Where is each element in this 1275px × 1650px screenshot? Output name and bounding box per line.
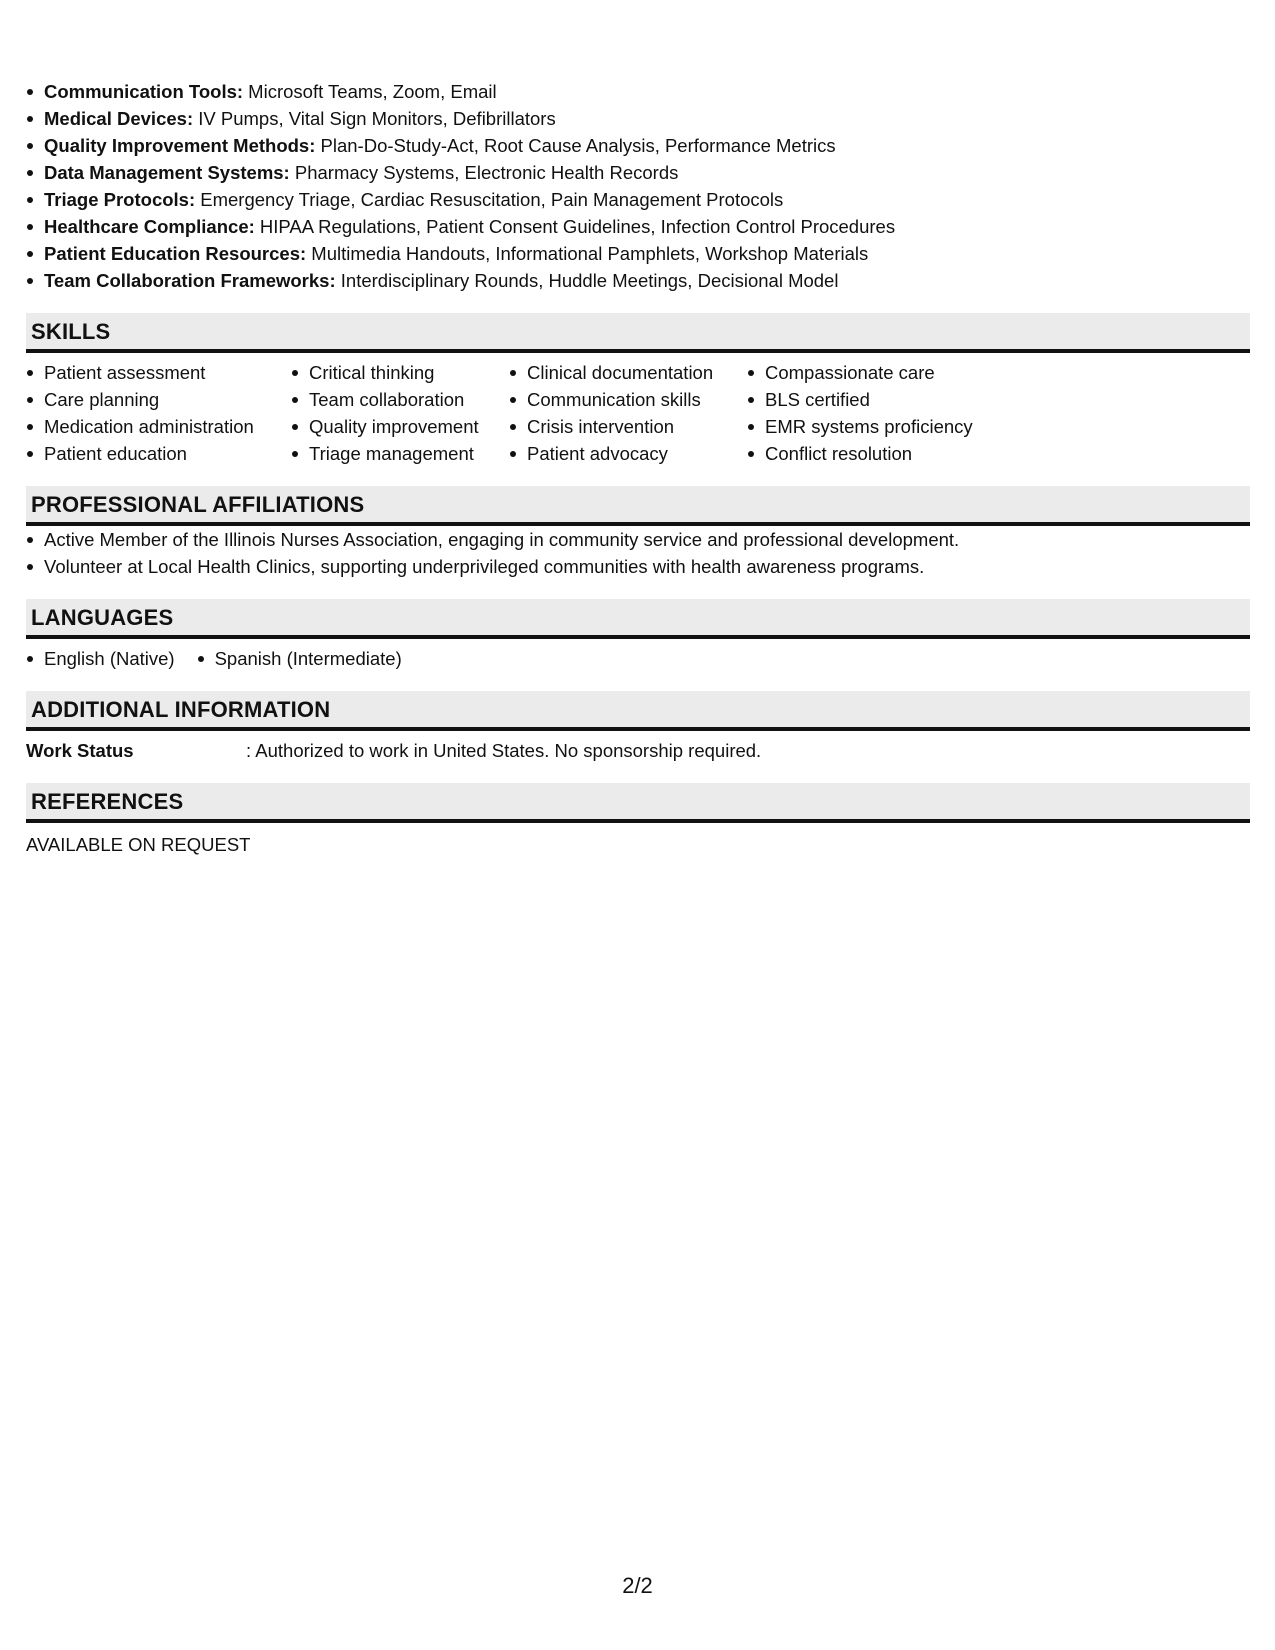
resume-content <box>26 78 1250 858</box>
skill-item: Quality improvement <box>291 413 489 440</box>
skill-item: Care planning <box>26 386 271 413</box>
tools-item-value: Pharmacy Systems, Electronic Health Records <box>289 162 679 183</box>
skill-item: Crisis intervention <box>509 413 727 440</box>
work-status-row <box>26 737 1250 764</box>
tools-item-value: HIPAA Regulations, Patient Consent Guidelines, Infection Control Procedures <box>254 216 896 237</box>
tools-item <box>26 132 1250 159</box>
skill-item: Clinical documentation <box>509 359 727 386</box>
skill-item: Critical thinking <box>291 359 489 386</box>
tools-item-label: Triage Protocols: <box>44 189 196 210</box>
tools-item-label: Patient Education Resources: <box>44 243 307 264</box>
languages-list <box>26 645 424 672</box>
tools-item-value: IV Pumps, Vital Sign Monitors, Defibrillators <box>193 108 556 129</box>
tools-item <box>26 186 1250 213</box>
skills-column <box>509 359 727 467</box>
tools-item-value: Plan-Do-Study-Act, Root Cause Analysis, Performance Metrics <box>315 135 836 156</box>
affiliation-item: Volunteer at Local Health Clinics, supporting underprivileged communities with health awareness programs. <box>26 553 1250 580</box>
tools-item-label: Communication Tools: <box>44 81 244 102</box>
skill-item: Compassionate care <box>747 359 1007 386</box>
tools-item-value: Emergency Triage, Cardiac Resuscitation, Pain Management Protocols <box>195 189 784 210</box>
skill-item: BLS certified <box>747 386 1007 413</box>
tools-item-label: Team Collaboration Frameworks: <box>44 270 336 291</box>
language-item: Spanish (Intermediate) <box>197 645 402 672</box>
skills-column <box>291 359 489 467</box>
skills-section-header: SKILLS <box>26 313 1250 353</box>
tools-item-label: Healthcare Compliance: <box>44 216 255 237</box>
tools-item <box>26 105 1250 132</box>
skill-item: Patient assessment <box>26 359 271 386</box>
tools-item-label: Data Management Systems: <box>44 162 290 183</box>
tools-item <box>26 267 1250 294</box>
page-number: 2/2 <box>622 1573 653 1598</box>
languages-row <box>26 645 1250 672</box>
skill-item: Patient education <box>26 440 271 467</box>
tools-item-value: Microsoft Teams, Zoom, Email <box>243 81 497 102</box>
tools-item-label: Quality Improvement Methods: <box>44 135 316 156</box>
tools-list <box>26 78 1250 294</box>
languages-section-header: LANGUAGES <box>26 599 1250 639</box>
skills-grid <box>26 359 1250 467</box>
tools-item <box>26 159 1250 186</box>
work-status-label: Work Status <box>26 740 134 761</box>
affiliations-section-header: PROFESSIONAL AFFILIATIONS <box>26 486 1250 526</box>
skill-item: Conflict resolution <box>747 440 1007 467</box>
affiliations-list <box>26 526 1250 580</box>
tools-item-value: Interdisciplinary Rounds, Huddle Meetings, Decisional Model <box>335 270 839 291</box>
tools-item <box>26 213 1250 240</box>
references-text: AVAILABLE ON REQUEST <box>26 834 251 855</box>
language-item: English (Native) <box>26 645 175 672</box>
tools-item <box>26 240 1250 267</box>
skills-column <box>26 359 271 467</box>
references-section-header: REFERENCES <box>26 783 1250 823</box>
skill-item: Triage management <box>291 440 489 467</box>
skill-item: Communication skills <box>509 386 727 413</box>
tools-item-value: Multimedia Handouts, Informational Pamphlets, Workshop Materials <box>306 243 869 264</box>
skill-item: EMR systems proficiency <box>747 413 1007 440</box>
tools-item-label: Medical Devices: <box>44 108 194 129</box>
skill-item: Patient advocacy <box>509 440 727 467</box>
skill-item: Team collaboration <box>291 386 489 413</box>
skills-column <box>747 359 1007 467</box>
additional-info-section-header: ADDITIONAL INFORMATION <box>26 691 1250 731</box>
tools-item <box>26 78 1250 105</box>
skill-item: Medication administration <box>26 413 271 440</box>
work-status-value: : Authorized to work in United States. No sponsorship required. <box>246 740 762 761</box>
affiliation-item: Active Member of the Illinois Nurses Association, engaging in community service and professional development. <box>26 526 1250 553</box>
